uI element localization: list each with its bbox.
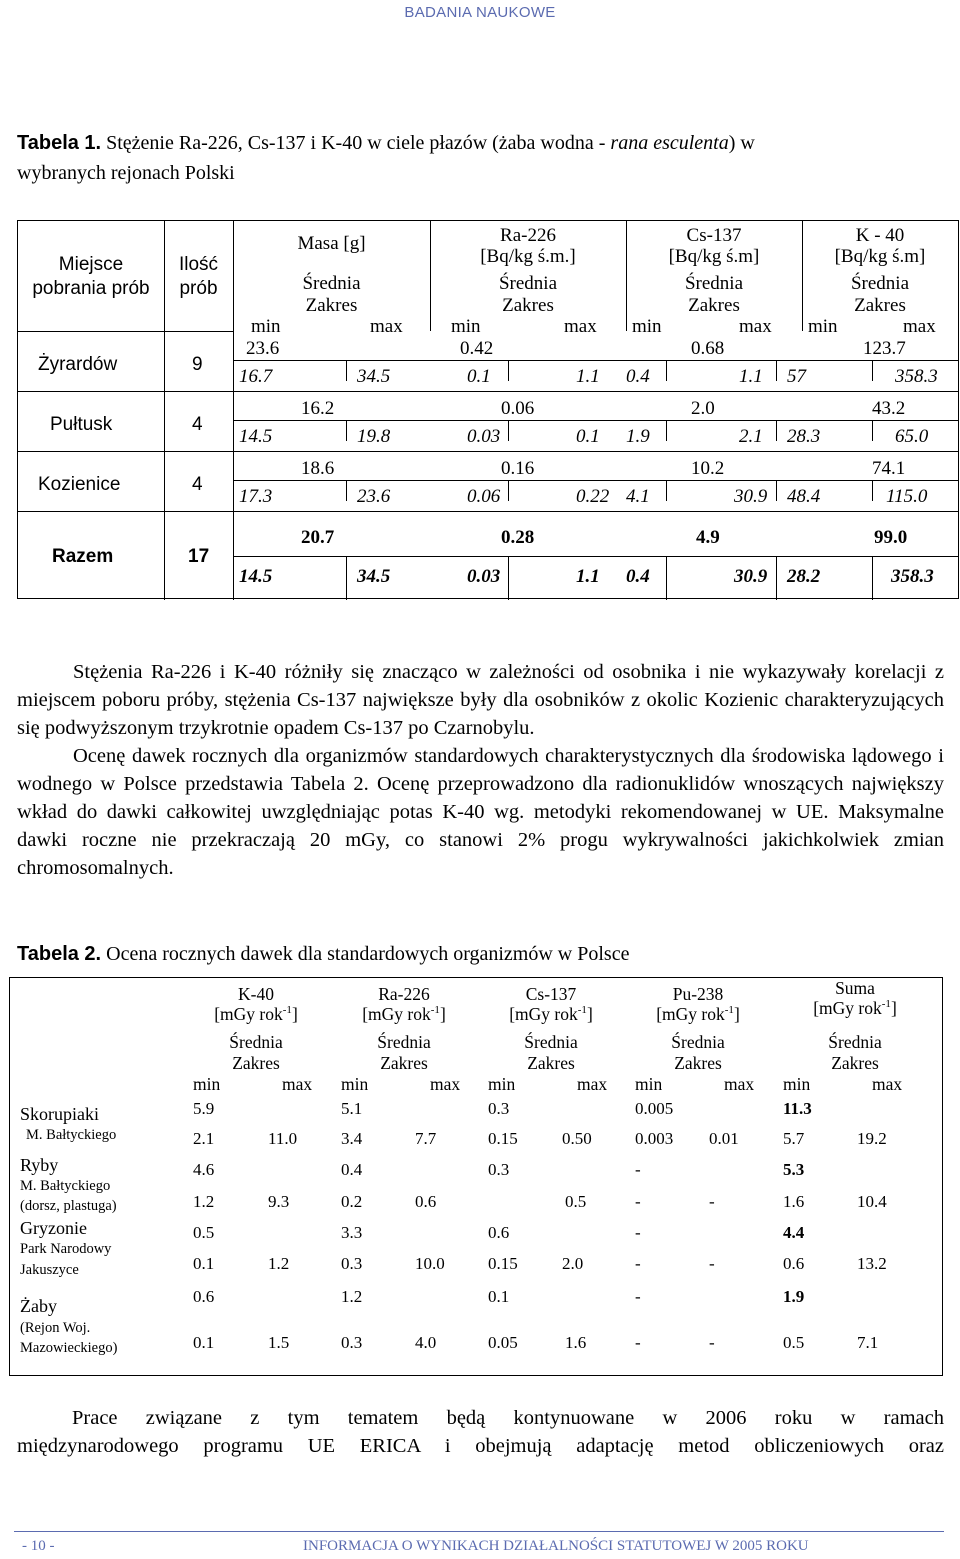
t1-head-cs-srednia: Średnia: [684, 273, 744, 294]
t2-avg-cs: 0.1: [488, 1287, 510, 1306]
t2-avg-cs: 0.3: [488, 1099, 510, 1118]
body-text: [17, 658, 944, 882]
t2-range: 3.4: [341, 1129, 363, 1148]
t1-row-ra-max: 0.1: [576, 426, 600, 447]
t1-row-count: 9: [192, 354, 203, 375]
table2-caption: [17, 939, 629, 969]
closing-line: międzynarodowego programu UE ERICA i obejmują adaptację metod obliczeniowych oraz: [17, 1435, 944, 1457]
t2-avg-suma: 4.4: [783, 1223, 805, 1242]
paragraph: Ocenę dawek rocznych dla organizmów standardowych charakterystycznych dla środowiska lądowego i wodnego w Polsce przedstawia Tabela 2. Ocenę przeprowadzono dla radionuklidów wnoszących największy wkład do dawki całkowitej uwzględniając potas K-40 wg. metodyki rekomendowanej w UE. Maksymalne dawki roczne nie przekraczają 20 mGy, co stanowi 2% progu wykrywalności jakichkolwiek zmian chromosomalnych.: [17, 745, 944, 879]
t1-row-masa-min: 14.5: [239, 426, 273, 447]
t2-head-min: min: [193, 1074, 221, 1094]
t1-row-ra-avg: 0.16: [501, 458, 535, 479]
t2-range: 0.3: [341, 1333, 363, 1352]
t2-range: 19.2: [857, 1129, 887, 1148]
t2-head-pu-unit: [mGy rok$^{-1}$]: [656, 1004, 740, 1024]
t2-head-zakres: Zakres: [831, 1053, 879, 1073]
t1-row-cs-max: 1.1: [739, 366, 763, 387]
t2-head-min: min: [488, 1074, 516, 1094]
t2-range: 0.5: [565, 1192, 587, 1211]
t1-row-cs-min: 1.9: [626, 426, 650, 447]
page-number: - 10 -: [22, 1538, 55, 1554]
t2-range: 0.15: [488, 1254, 518, 1273]
t2-range: 10.0: [415, 1254, 445, 1273]
t1-row-k-max: 358.3: [891, 566, 934, 587]
t1-head-masa: Masa [g]: [297, 233, 366, 254]
t2-group-name: Żaby: [20, 1296, 57, 1316]
t2-range: 1.6: [783, 1192, 805, 1211]
t1-row-ra-max: 1.1: [576, 566, 600, 587]
t1-row-k-min: 28.3: [787, 426, 821, 447]
t1-head-cs-zakres: Zakres: [688, 295, 740, 316]
t1-head-ra-max: max: [564, 316, 597, 337]
footer-rule: [14, 1531, 944, 1532]
t2-range: 5.7: [783, 1129, 805, 1148]
t2-head-ra: Ra-226: [378, 984, 430, 1004]
t1-row-ra-min: 0.06: [467, 486, 501, 507]
t2-range: 0.50: [562, 1129, 592, 1148]
table1: [17, 220, 959, 599]
t1-row-ra-max: 1.1: [576, 366, 600, 387]
t1-row-cs-avg: 10.2: [691, 458, 725, 479]
t2-head-min: min: [783, 1074, 811, 1094]
t2-head-srednia: Średnia: [524, 1032, 578, 1052]
t1-row-cs-min: 4.1: [626, 486, 650, 507]
t2-range: 0.6: [783, 1254, 805, 1273]
t2-head-cs-unit: [mGy rok$^{-1}$]: [509, 1004, 593, 1024]
t1-row-ra-avg: 0.06: [501, 398, 535, 419]
t2-head-k-unit: [mGy rok$^{-1}$]: [214, 1004, 298, 1024]
t1-head-masa-max: max: [370, 316, 403, 337]
t2-group-name: Skorupiaki: [20, 1104, 99, 1124]
t2-range: -: [709, 1192, 715, 1211]
t2-range: -: [635, 1192, 641, 1211]
t1-row-masa-max: 34.5: [357, 566, 391, 587]
t1-row-masa-avg: 18.6: [301, 458, 335, 479]
t2-head-max: max: [282, 1074, 313, 1094]
t1-row-masa-min: 16.7: [239, 366, 273, 387]
t2-range: 0.05: [488, 1333, 518, 1352]
t2-group-sub: M. Bałtyckiego: [20, 1178, 111, 1194]
t2-avg-k: 5.9: [193, 1099, 215, 1118]
t1-head-k-max: max: [903, 316, 936, 337]
t2-head-suma: Suma: [835, 978, 875, 998]
t1-row-k-avg: 43.2: [872, 398, 906, 419]
t2-group-sub: Park Narodowy: [20, 1241, 112, 1257]
t1-row-k-avg: 99.0: [874, 527, 908, 548]
t1-row-cs-avg: 0.68: [691, 338, 725, 359]
t1-head-k-srednia: Średnia: [850, 273, 910, 294]
t2-avg-suma: 11.3: [783, 1099, 812, 1118]
t1-row-masa-max: 34.5: [357, 366, 391, 387]
t1-row-cs-avg: 4.9: [696, 527, 720, 548]
table1-caption-line2: wybranych rejonach Polski: [17, 162, 235, 184]
t1-head-ra-zakres: Zakres: [502, 295, 554, 316]
t1-row-masa-max: 23.6: [357, 486, 391, 507]
t2-range: 2.1: [193, 1129, 215, 1148]
t1-row-k-max: 358.3: [895, 366, 938, 387]
t2-head-srednia: Średnia: [671, 1032, 725, 1052]
t2-head-srednia: Średnia: [229, 1032, 283, 1052]
t1-row-cs-min: 0.4: [626, 366, 650, 387]
footer-title: INFORMACJA O WYNIKACH DZIAŁALNOŚCI STATUTOWEJ W 2005 ROKU: [303, 1538, 809, 1554]
t2-head-k: K-40: [238, 984, 274, 1004]
t1-row-ra-max: 0.22: [576, 486, 610, 507]
t2-head-srednia: Średnia: [377, 1032, 431, 1052]
t2-group-sub: Mazowieckiego): [20, 1340, 118, 1356]
t2-range: 1.6: [565, 1333, 587, 1352]
t2-head-zakres: Zakres: [232, 1053, 280, 1073]
t1-head-cs-max: max: [739, 316, 772, 337]
t2-range: -: [709, 1254, 715, 1273]
t2-head-suma-unit: [mGy rok$^{-1}$]: [813, 998, 897, 1018]
t2-range: 0.2: [341, 1192, 363, 1211]
t2-range: 4.0: [415, 1333, 437, 1352]
t2-avg-suma: 5.3: [783, 1160, 805, 1179]
t2-head-ra-unit: [mGy rok$^{-1}$]: [362, 1004, 446, 1024]
table1-caption-species: rana esculenta: [610, 132, 729, 154]
t2-avg-k: 0.6: [193, 1287, 215, 1306]
t2-range: 1.2: [193, 1192, 215, 1211]
t1-row-masa-avg: 20.7: [301, 527, 335, 548]
table2-caption-label: Tabela 2.: [17, 943, 102, 965]
t1-row-cs-max: 30.9: [734, 566, 768, 587]
t1-head-k: K - 40: [855, 225, 905, 246]
t1-row-k-max: 115.0: [886, 486, 928, 507]
table1-caption: [17, 128, 947, 188]
t2-range: 0.01: [709, 1129, 739, 1148]
t1-head-ra-unit: [Bq/kg ś.m.]: [480, 246, 576, 267]
t2-head-max: max: [872, 1074, 903, 1094]
t1-row-ra-min: 0.1: [467, 366, 491, 387]
t1-row-ra-min: 0.03: [467, 566, 501, 587]
t1-head-masa-zakres: Zakres: [305, 295, 358, 316]
t2-range: 9.3: [268, 1192, 290, 1211]
t2-avg-cs: 0.6: [488, 1223, 510, 1242]
t2-range: 0.1: [193, 1254, 215, 1273]
t1-row-k-min: 48.4: [787, 486, 821, 507]
t1-row-cs-avg: 2.0: [691, 398, 715, 419]
t2-head-min: min: [635, 1074, 663, 1094]
t2-range: 0.5: [783, 1333, 805, 1352]
t2-range: 11.0: [268, 1129, 298, 1148]
t2-range: 0.6: [415, 1192, 437, 1211]
running-header: BADANIA NAUKOWE: [404, 4, 556, 21]
t2-range: 0.1: [193, 1333, 215, 1352]
t1-row-ra-min: 0.03: [467, 426, 501, 447]
t1-row-k-avg: 74.1: [872, 458, 906, 479]
t1-head-ra-srednia: Średnia: [498, 273, 558, 294]
t2-avg-k: 4.6: [193, 1160, 215, 1179]
table1-caption-label: Tabela 1.: [17, 132, 102, 154]
t1-row-count: 17: [188, 546, 210, 567]
t2-group-sub: (Rejon Woj.: [20, 1320, 91, 1336]
t2-head-zakres: Zakres: [380, 1053, 428, 1073]
t2-range: -: [635, 1254, 641, 1273]
t1-row-count: 4: [192, 414, 203, 435]
t1-row-masa-max: 19.8: [357, 426, 391, 447]
t2-avg-ra: 0.4: [341, 1160, 363, 1179]
t2-range: 2.0: [562, 1254, 584, 1273]
t1-row-k-min: 57: [787, 366, 806, 387]
paragraph: Stężenia Ra-226 i K-40 różniły się znacząco w zależności od osobnika i nie wykazywały korelacji z miejscem poboru próby, stężenia Cs-137 największe były dla osobników z okolic Kozienic charakteryzujących się podwyższonym trzykrotnie opadem Cs-137 po Czarnobylu.: [17, 661, 944, 739]
t1-head-k-zakres: Zakres: [854, 295, 906, 316]
t2-range: -: [709, 1333, 715, 1352]
t2-range: 0.003: [635, 1129, 674, 1148]
t2-avg-pu: -: [635, 1287, 641, 1306]
t2-avg-ra: 5.1: [341, 1099, 363, 1118]
t2-head-max: max: [577, 1074, 608, 1094]
t1-row-masa-min: 17.3: [239, 486, 273, 507]
t2-head-max: max: [724, 1074, 755, 1094]
t2-group-name: Gryzonie: [20, 1218, 87, 1238]
t2-range: 7.7: [415, 1129, 437, 1148]
t1-row-ra-avg: 0.42: [460, 338, 494, 359]
t2-head-max: max: [430, 1074, 461, 1094]
t1-head-masa-min: min: [251, 316, 281, 337]
t2-avg-ra: 1.2: [341, 1287, 363, 1306]
t2-group-name: Ryby: [20, 1155, 59, 1175]
t1-row-place: Pułtusk: [50, 414, 113, 435]
t1-row-masa-min: 14.5: [239, 566, 273, 587]
t2-range: -: [635, 1333, 641, 1352]
t2-avg-pu: -: [635, 1160, 641, 1179]
t1-head-cs: Cs-137: [686, 225, 742, 246]
t2-group-sub: Jakuszyce: [20, 1262, 79, 1278]
t1-head-ra-min: min: [451, 316, 481, 337]
t2-group-sub: M. Bałtyckiego: [26, 1127, 117, 1143]
t1-head-count: Ilość prób: [178, 254, 219, 299]
t1-row-count: 4: [192, 474, 203, 495]
t1-head-k-unit: [Bq/kg ś.m]: [834, 246, 926, 267]
t2-range: 1.5: [268, 1333, 290, 1352]
t2-avg-pu: 0.005: [635, 1099, 674, 1118]
t1-row-k-min: 28.2: [787, 566, 821, 587]
t1-row-cs-min: 0.4: [626, 566, 650, 587]
t2-head-min: min: [341, 1074, 369, 1094]
t1-row-k-max: 65.0: [895, 426, 929, 447]
t1-row-cs-max: 2.1: [739, 426, 763, 447]
t1-row-place: Razem: [52, 546, 114, 567]
table1-caption-text: Stężenie Ra-226, Cs-137 i K-40 w ciele płazów (żaba wodna -: [106, 132, 611, 154]
table2: [9, 977, 943, 1376]
t2-range: 7.1: [857, 1333, 879, 1352]
t1-row-masa-avg: 23.6: [246, 338, 280, 359]
t1-row-k-avg: 123.7: [863, 338, 906, 359]
t2-range: 1.2: [268, 1254, 290, 1273]
t1-row-cs-max: 30.9: [734, 486, 768, 507]
t2-head-zakres: Zakres: [527, 1053, 575, 1073]
t2-range: 13.2: [857, 1254, 887, 1273]
t1-head-place: Miejsce pobrania prób: [32, 254, 150, 299]
t1-row-masa-avg: 16.2: [301, 398, 335, 419]
t1-head-ra: Ra-226: [500, 225, 556, 246]
t2-avg-k: 0.5: [193, 1223, 215, 1242]
t1-head-k-min: min: [808, 316, 838, 337]
t2-head-zakres: Zakres: [674, 1053, 722, 1073]
t2-avg-pu: -: [635, 1223, 641, 1242]
t2-range: 10.4: [857, 1192, 887, 1211]
t2-head-pu: Pu-238: [672, 984, 724, 1004]
t1-row-place: Kozienice: [38, 474, 121, 495]
t2-range: 0.3: [341, 1254, 363, 1273]
table1-caption-text-end: ) w: [728, 132, 755, 154]
t2-group-sub: (dorsz, plastuga): [20, 1198, 117, 1214]
t1-head-masa-srednia: Średnia: [302, 273, 361, 294]
t1-row-ra-avg: 0.28: [501, 527, 535, 548]
table2-caption-text: Ocena rocznych dawek dla standardowych organizmów w Polsce: [106, 943, 630, 965]
t1-head-cs-unit: [Bq/kg ś.m]: [668, 246, 760, 267]
t2-head-srednia: Średnia: [828, 1032, 882, 1052]
closing-text: [17, 1404, 944, 1460]
t2-avg-suma: 1.9: [783, 1287, 805, 1306]
t1-row-place: Żyrardów: [38, 354, 118, 375]
t2-range: 0.15: [488, 1129, 518, 1148]
t2-head-cs: Cs-137: [525, 984, 577, 1004]
t2-avg-ra: 3.3: [341, 1223, 363, 1242]
t2-avg-cs: 0.3: [488, 1160, 510, 1179]
closing-line: Prace związane z tym tematem będą kontynuowane w 2006 roku w ramach: [72, 1407, 944, 1429]
t1-head-cs-min: min: [632, 316, 662, 337]
